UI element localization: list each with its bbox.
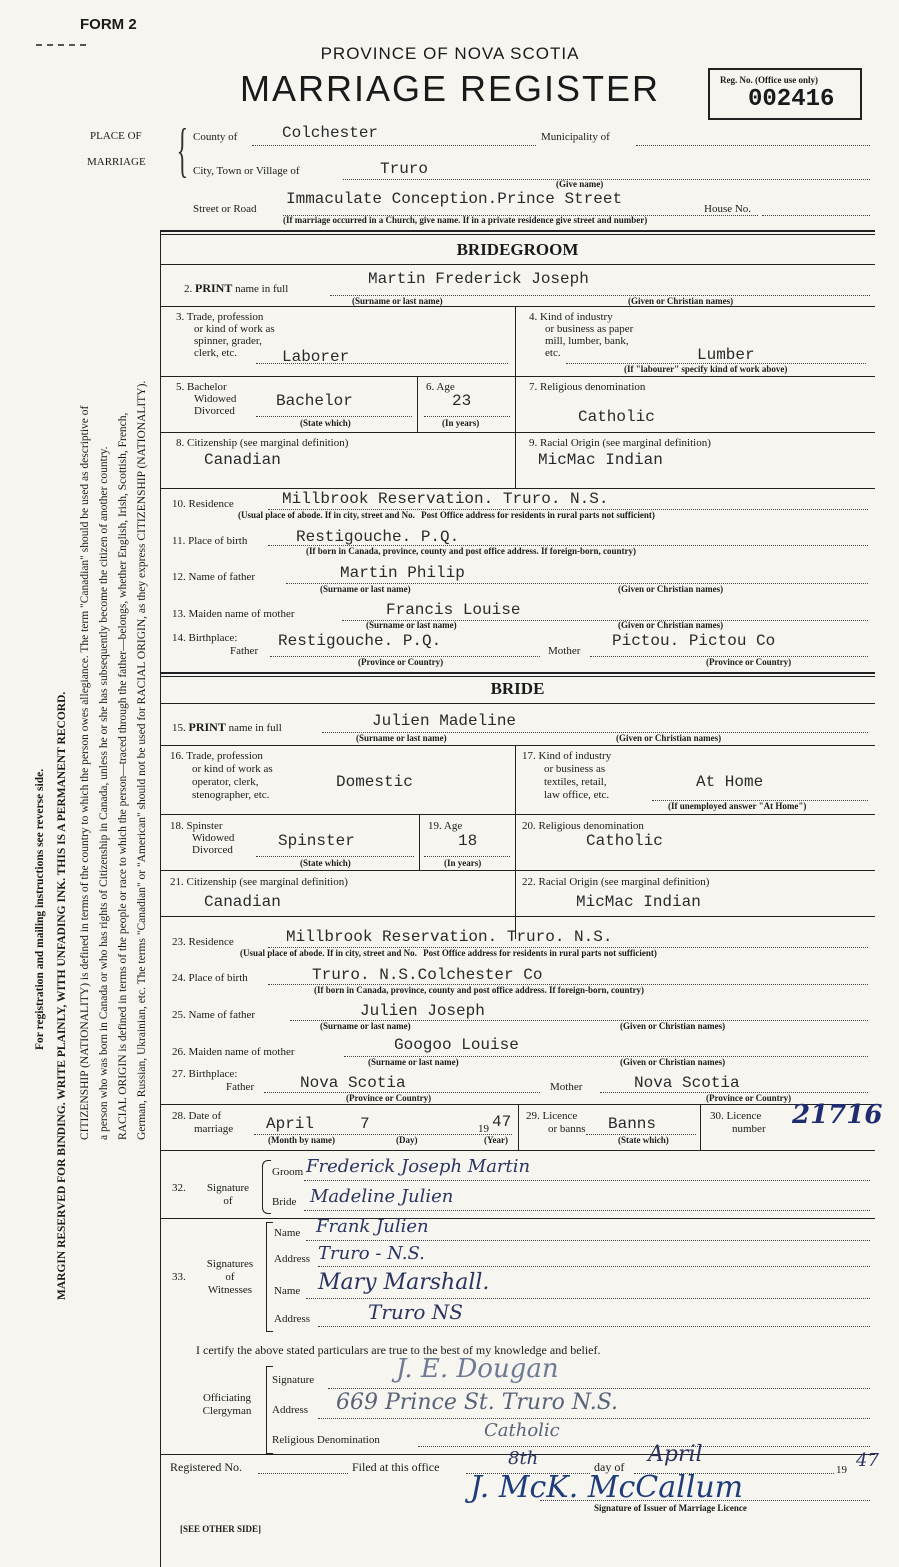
rule — [160, 1218, 875, 1219]
groom-name-label — [184, 281, 288, 296]
w1-name: Frank Julien — [316, 1216, 429, 1237]
groom-father-label: 12. Name of father — [172, 571, 256, 583]
bride-status-value: Spinster — [278, 832, 355, 850]
street-note: (If marriage occurred in a Church, give name. If in a private residence give street and number) — [283, 215, 648, 225]
rule — [160, 264, 875, 265]
county-value: Colchester — [282, 124, 379, 142]
marriage-month: April — [266, 1115, 315, 1133]
filed-label: Filed at this office — [352, 1460, 440, 1474]
groom-industry-note: (If "labourer" specify kind of work above) — [624, 364, 788, 374]
city-value: Truro — [380, 160, 429, 178]
groom-given-note: (Given or Christian names) — [628, 296, 734, 306]
street-value: Immaculate Conception.Prince Street — [286, 190, 623, 208]
w2-name: Mary Marshall. — [318, 1270, 490, 1295]
municipality-label: Municipality of — [541, 131, 610, 143]
line — [256, 363, 508, 364]
l: Clergyman — [202, 1405, 252, 1417]
issuer-label: Signature of Issuer of Marriage Licence — [594, 1503, 747, 1513]
l: law office, etc. — [544, 789, 610, 801]
l: marriage — [194, 1123, 234, 1135]
bride-religion-label: 20. Religious denomination — [522, 820, 644, 832]
groom-bp-mother-label: Mother — [548, 645, 581, 657]
bride-name-num: 15. — [172, 722, 186, 734]
bride-age-value: 18 — [458, 832, 478, 850]
line — [306, 1240, 870, 1241]
groom-religion-value: Catholic — [578, 408, 655, 426]
marriage-day: 7 — [360, 1115, 370, 1133]
bride-name-rest: name in full — [228, 722, 282, 734]
clergy-address-label: Address — [272, 1404, 309, 1416]
l: number — [732, 1123, 766, 1135]
groom-trade-label — [176, 311, 275, 359]
residence-note-a: (Usual place of abode. If in city, street and No. — [238, 510, 415, 520]
rule — [160, 870, 875, 871]
register-title: MARRIAGE REGISTER — [239, 68, 661, 109]
bride-mother-label: 26. Maiden name of mother — [172, 1046, 295, 1058]
bride-father-label: 25. Name of father — [172, 1009, 256, 1021]
licence-value: Banns — [608, 1115, 657, 1133]
line — [540, 1500, 870, 1501]
in-years: (In years) — [444, 858, 482, 868]
given-note: (Given or Christian names) — [618, 584, 724, 594]
birthplace-note: (If born in Canada, province, county and post office address. If foreign-born, country) — [306, 546, 637, 556]
l: etc. — [545, 347, 561, 359]
bride-birthplace-label: 24. Place of birth — [172, 972, 248, 984]
line — [318, 1326, 870, 1327]
rule — [160, 376, 875, 377]
marriage-label: MARRIAGE — [87, 156, 146, 168]
issuer-signature: J. McK. McCallum — [470, 1470, 744, 1505]
groom-citizenship-value: Canadian — [204, 451, 281, 469]
l: Signature — [206, 1182, 250, 1194]
surname-note: (Surname or last name) — [368, 1057, 459, 1067]
groom-mother-label: 13. Maiden name of mother — [172, 608, 295, 620]
county-line — [252, 145, 536, 146]
bride-religion-value: Catholic — [586, 832, 663, 850]
groom-name-num: 2. — [184, 283, 193, 295]
l: Officiating — [202, 1392, 252, 1404]
residence-note — [240, 948, 657, 958]
groom-mother-value: Francis Louise — [386, 601, 521, 619]
licence-number-value: 21716 — [792, 1100, 883, 1130]
groom-signature: Frederick Joseph Martin — [306, 1156, 531, 1177]
street-label: Street or Road — [193, 203, 257, 215]
bride-citizenship-label: 21. Citizenship (see marginal definition) — [170, 876, 348, 888]
margin-line-5: RACIAL ORIGIN is defined in terms of the people or race to which the person—traced through the father—belongs, whether English, Irish, Scottish, French, — [117, 412, 129, 1140]
province-note: (Province or Country) — [346, 1093, 432, 1103]
brace: { — [176, 117, 189, 183]
w2-name-label: Name — [274, 1285, 301, 1297]
bride-name-value: Julien Madeline — [372, 712, 517, 730]
groom-bp-father-value: Restigouche. P.Q. — [278, 632, 442, 650]
w1-address-label: Address — [274, 1253, 311, 1265]
filed-month: April — [648, 1442, 703, 1467]
l: 28. Date of — [172, 1110, 222, 1122]
bride-sig-label: Bride — [272, 1196, 297, 1208]
line — [304, 1180, 870, 1181]
municipality-line — [636, 145, 870, 146]
groom-bp-label: 14. Birthplace: — [172, 632, 238, 644]
residence-note-a: (Usual place of abode. If in city, street and No. — [240, 948, 417, 958]
state-which: (State which) — [618, 1135, 669, 1145]
year-prefix: 19 — [836, 1464, 847, 1476]
l: 30. Licence — [710, 1110, 762, 1122]
bride-bp-mother-value: Nova Scotia — [634, 1074, 740, 1092]
month-note: (Month by name) — [268, 1135, 335, 1145]
binding-rule — [160, 230, 161, 1567]
groom-racial-value: MicMac Indian — [538, 451, 663, 469]
groom-name-print: PRINT — [195, 281, 233, 295]
bride-bp-father-value: Nova Scotia — [300, 1074, 406, 1092]
l: 3. Trade, profession — [176, 311, 264, 323]
l: of — [223, 1195, 233, 1207]
l: 18. Spinster — [170, 820, 223, 832]
frame-top-2 — [160, 234, 875, 235]
witness-num: 33. — [172, 1271, 186, 1283]
margin-line-6: German, Russian, Ukrainian, etc. The terms "Canadian" or "American" should not be used for RACIAL ORIGIN, as they express CITIZENSHIP (NATIONALITY). — [136, 380, 148, 1140]
l: clerk, etc. — [194, 347, 238, 359]
denomination-value: Catholic — [484, 1420, 560, 1441]
bride-racial-value: MicMac Indian — [576, 893, 701, 911]
surname-note: (Surname or last name) — [320, 584, 411, 594]
margin-line-2: MARGIN RESERVED FOR BINDING. WRITE PLAINLY, WITH UNFADING INK. THIS IS A PERMANENT RECORD. — [56, 691, 68, 1300]
bride-age-label: 19. Age — [428, 820, 463, 832]
county-label: County of — [193, 131, 238, 143]
line — [256, 856, 414, 857]
given-note: (Given or Christian names) — [620, 1057, 726, 1067]
brace — [262, 1160, 271, 1214]
groom-racial-label: 9. Racial Origin (see marginal definition) — [529, 437, 711, 449]
day-note: (Day) — [396, 1135, 418, 1145]
groom-status-label — [176, 381, 236, 417]
residence-note — [238, 510, 655, 520]
groom-bp-mother-value: Pictou. Pictou Co — [612, 632, 776, 650]
line — [318, 1266, 870, 1267]
l: of — [225, 1271, 235, 1283]
bride-trade-value: Domestic — [336, 773, 413, 791]
l: operator, clerk, — [192, 776, 259, 788]
line — [304, 1210, 870, 1211]
surname-note: (Surname or last name) — [366, 620, 457, 630]
bride-residence-value: Millbrook Reservation. Truro. N.S. — [286, 928, 613, 946]
l: or kind of work as — [192, 763, 273, 775]
bride-bp-label: 27. Birthplace: — [172, 1068, 238, 1080]
bracket — [266, 1222, 273, 1332]
house-line — [762, 215, 870, 216]
reg-no-value: 002416 — [748, 86, 835, 113]
rule — [160, 1150, 875, 1151]
rule — [160, 676, 875, 677]
residence-note-b: Post Office address for residents in rural parts not sufficient) — [421, 510, 655, 520]
province-title: PROVINCE OF NOVA SCOTIA — [320, 44, 580, 63]
l: Widowed — [194, 393, 237, 405]
l: 29. Licence — [526, 1110, 578, 1122]
l: mill, lumber, bank, — [545, 335, 629, 347]
bride-father-value: Julien Joseph — [360, 1002, 485, 1020]
province-note: (Province or Country) — [358, 657, 444, 667]
groom-industry-label — [529, 311, 633, 359]
state-which: (State which) — [300, 418, 351, 428]
margin-line-3: CITIZENSHIP (NATIONALITY) is defined in terms of the country to which the person owes allegiance. The term "Canadian" should be used as descriptive of — [79, 405, 91, 1140]
w1-name-label: Name — [274, 1227, 301, 1239]
registered-label: Registered No. — [170, 1460, 242, 1474]
licence-label — [526, 1110, 586, 1136]
groom-age-label: 6. Age — [426, 381, 455, 393]
bride-status-label — [170, 820, 234, 856]
officiating-label — [196, 1392, 258, 1418]
birthplace-note: (If born in Canada, province, county and post office address. If foreign-born, country) — [314, 985, 645, 995]
bride-bp-father-label: Father — [226, 1081, 255, 1093]
form-number: FORM 2 — [80, 16, 137, 33]
given-note: (Given or Christian names) — [616, 733, 722, 743]
groom-industry-value: Lumber — [697, 346, 755, 364]
w2-address: Truro NS — [368, 1300, 463, 1324]
groom-sig-label: Groom — [272, 1166, 304, 1178]
clergy-sig-label: Signature — [272, 1374, 315, 1386]
line — [306, 1298, 870, 1299]
reg-no-label: Reg. No. (Office use only) — [720, 75, 818, 85]
groom-age-value: 23 — [452, 392, 472, 410]
city-line — [343, 179, 870, 180]
bridegroom-heading: BRIDEGROOM — [456, 240, 579, 259]
filed-day: 8th — [508, 1448, 539, 1469]
rule — [160, 703, 875, 704]
l: or kind of work as — [194, 323, 275, 335]
l: Divorced — [194, 405, 235, 417]
witness-label — [194, 1258, 266, 1297]
margin-line-4: a person who was born in Canada or who has rights of Citizenship in Canada, unless he or she has subsequently become the citizen of another country. — [98, 446, 110, 1140]
groom-trade-value: Laborer — [282, 348, 350, 366]
bride-residence-label: 23. Residence — [172, 936, 234, 948]
given-note: (Given or Christian names) — [620, 1021, 726, 1031]
licence-number-label — [710, 1110, 766, 1136]
line — [424, 856, 510, 857]
clergy-signature: J. E. Dougan — [396, 1354, 559, 1384]
l: Signatures — [206, 1258, 254, 1270]
surname-note: (Surname or last name) — [320, 1021, 411, 1031]
l: Widowed — [192, 832, 235, 844]
filed-year-value: 47 — [856, 1450, 879, 1471]
w2-address-label: Address — [274, 1313, 311, 1325]
see-other-side: [SEE OTHER SIDE] — [180, 1524, 262, 1534]
place-label: PLACE OF — [90, 130, 142, 142]
line — [328, 1388, 870, 1389]
rule — [160, 745, 875, 746]
groom-surname-note: (Surname or last name) — [352, 296, 443, 306]
groom-birthplace-value: Restigouche. P.Q. — [296, 528, 460, 546]
divider — [518, 1104, 519, 1150]
mark — [36, 44, 86, 46]
margin-line-1: For registration and mailing instructions see reverse side. — [34, 768, 46, 1050]
year-note: (Year) — [484, 1135, 508, 1145]
province-note: (Province or Country) — [706, 657, 792, 667]
year-prefix: 19 — [478, 1123, 489, 1135]
rule — [160, 306, 875, 307]
l: Divorced — [192, 844, 233, 856]
groom-name-rest: name in full — [235, 283, 289, 295]
groom-bp-father-label: Father — [230, 645, 259, 657]
bride-heading: BRIDE — [490, 679, 545, 698]
city-label: City, Town or Village of — [193, 165, 300, 177]
bride-name-print: PRINT — [188, 720, 226, 734]
l: Witnesses — [207, 1284, 253, 1296]
bride-industry-note: (If unemployed answer "At Home") — [668, 801, 807, 811]
certify-text: I certify the above stated particulars are true to the best of my knowledge and belief. — [196, 1343, 601, 1357]
house-label: House No. — [704, 203, 752, 215]
reg-no-box — [708, 68, 862, 120]
rule — [160, 814, 875, 815]
bride-birthplace-value: Truro. N.S.Colchester Co — [312, 966, 543, 984]
province-note: (Province or Country) — [706, 1093, 792, 1103]
groom-citizenship-label: 8. Citizenship (see marginal definition) — [176, 437, 349, 449]
bride-signature: Madeline Julien — [310, 1186, 454, 1207]
bride-trade-label — [170, 750, 273, 802]
line — [258, 1473, 348, 1474]
denomination-label: Religious Denomination — [272, 1434, 380, 1446]
rule — [160, 916, 875, 917]
w1-address: Truro - N.S. — [318, 1243, 425, 1264]
groom-name-value: Martin Frederick Joseph — [368, 270, 589, 288]
in-years: (In years) — [442, 418, 480, 428]
groom-religion-label: 7. Religious denomination — [529, 381, 646, 393]
l: stenographer, etc. — [192, 789, 270, 801]
l: textiles, retail, — [544, 776, 607, 788]
l: or business as — [544, 763, 606, 775]
l: spinner, grader, — [194, 335, 262, 347]
state-which: (State which) — [300, 858, 351, 868]
groom-father-value: Martin Philip — [340, 564, 465, 582]
day-of-label: day of — [594, 1460, 625, 1474]
clergy-address: 669 Prince St. Truro N.S. — [336, 1390, 618, 1415]
give-name-note: (Give name) — [556, 179, 604, 189]
residence-note-b: Post Office address for residents in rural parts not sufficient) — [423, 948, 657, 958]
given-note: (Given or Christian names) — [618, 620, 724, 630]
sig-label — [192, 1182, 264, 1208]
bride-industry-label — [522, 750, 611, 802]
bride-bp-mother-label: Mother — [550, 1081, 583, 1093]
rule — [160, 432, 875, 433]
l: or business as paper — [545, 323, 634, 335]
bride-industry-value: At Home — [696, 773, 764, 791]
bride-name-label — [172, 720, 282, 735]
mid-divider — [515, 306, 516, 488]
groom-status-value: Bachelor — [276, 392, 353, 410]
mid-divider — [515, 745, 516, 939]
line — [256, 416, 412, 417]
frame-top — [160, 230, 875, 232]
l: 17. Kind of industry — [522, 750, 612, 762]
marriage-year: 47 — [492, 1113, 512, 1131]
groom-birthplace-label: 11. Place of birth — [172, 535, 248, 547]
bride-racial-label: 22. Racial Origin (see marginal definition) — [522, 876, 710, 888]
line — [418, 1446, 870, 1447]
bride-citizenship-value: Canadian — [204, 893, 281, 911]
age-divider — [419, 814, 420, 870]
sig-num: 32. — [172, 1182, 186, 1194]
divider — [700, 1104, 701, 1150]
surname-note: (Surname or last name) — [356, 733, 447, 743]
groom-residence-value: Millbrook Reservation. Truro. N.S. — [282, 490, 609, 508]
rule — [160, 672, 875, 674]
l: 5. Bachelor — [176, 381, 227, 393]
bride-mother-value: Googoo Louise — [394, 1036, 519, 1054]
l: 16. Trade, profession — [170, 750, 263, 762]
line — [318, 1418, 870, 1419]
l: 4. Kind of industry — [529, 311, 613, 323]
l: or banns — [548, 1123, 586, 1135]
date-label — [172, 1110, 233, 1136]
groom-residence-label: 10. Residence — [172, 498, 234, 510]
line — [424, 416, 510, 417]
age-divider — [417, 376, 418, 432]
rule — [160, 488, 875, 489]
